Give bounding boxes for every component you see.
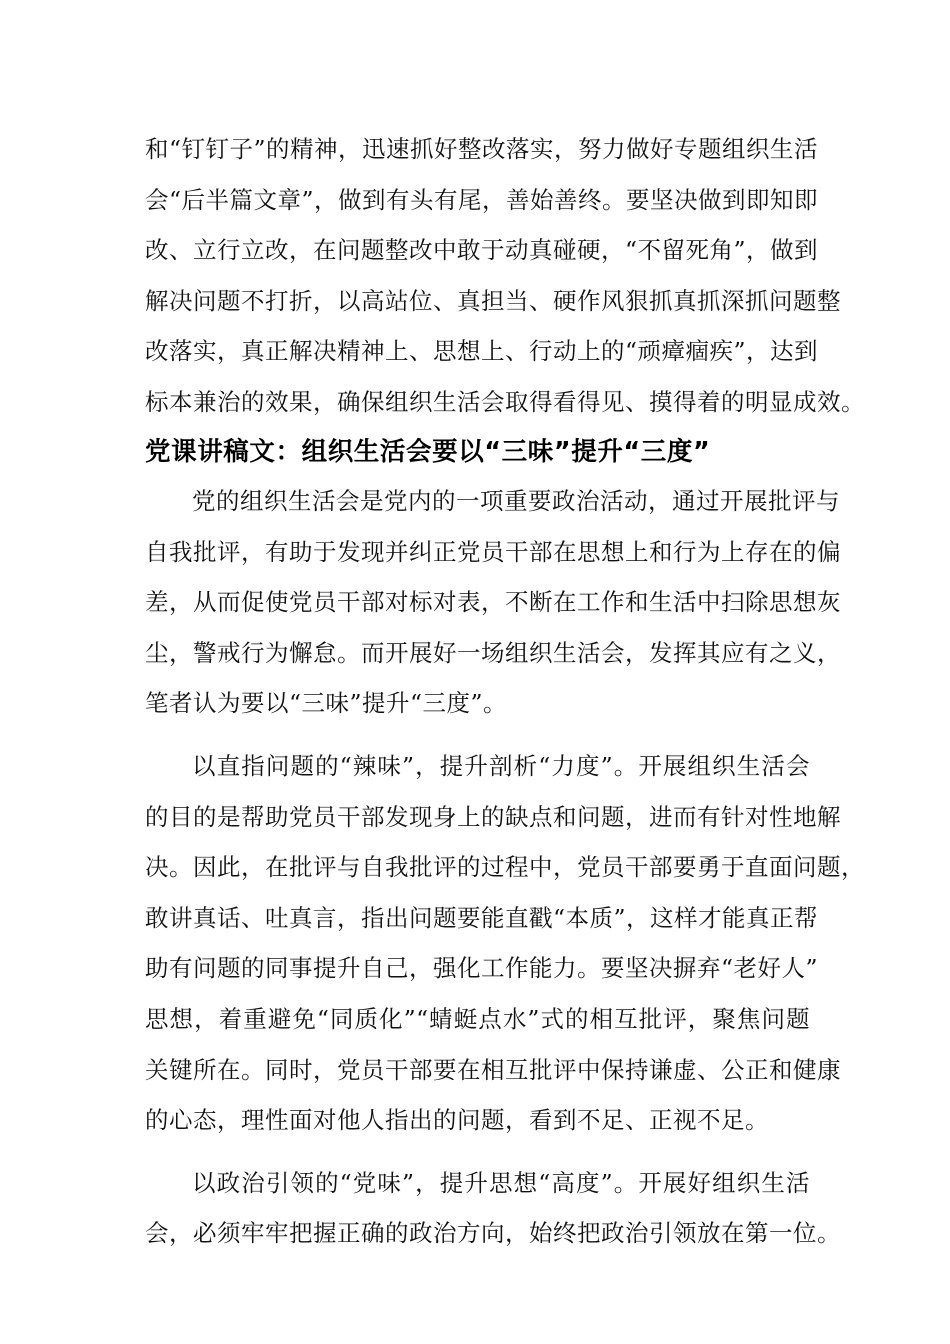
paragraph-line: 会，必须牢牢把握正确的政治方向，始终把政治引领放在第一位。 [145,1219,841,1248]
paragraph-line: 和“钉钉子”的精神，迅速抓好整改落实，努力做好专题组织生活 [145,135,819,163]
paragraph-line: 助有问题的同事提升自己，强化工作能力。要坚决摒弃“老好人” [145,954,819,983]
paragraph-line: 解决问题不打折，以高站位、真担当、硬作风狠抓真抓深抓问题整 [145,286,841,315]
paragraph-line: 差，从而促使党员干部对标对表，不断在工作和生活中扫除思想灰 [145,588,841,617]
paragraph-party-flavor [145,1158,841,1259]
paragraph-line: 以直指问题的“辣味”，提升剖析“力度”。开展组织生活会 [192,751,810,780]
paragraph-intro [145,476,841,729]
paragraph-line: 的目的是帮助党员干部发现身上的缺点和问题，进而有针对性地解 [145,802,841,831]
continuation-paragraph [145,124,865,428]
paragraph-line: 决。因此，在批评与自我批评的过程中，党员干部要勇于直面问题， [145,853,865,882]
paragraph-line: 以政治引领的“党味”，提升思想“高度”。开展好组织生活 [192,1168,810,1197]
paragraph-line: 党的组织生活会是党内的一项重要政治活动，通过开展批评与 [192,487,840,515]
paragraph-line: 关键所在。同时，党员干部要在相互批评中保持谦虚、公正和健康 [145,1055,841,1084]
body-paragraphs [145,476,865,1259]
paragraph-line: 尘，警戒行为懈怠。而开展好一场组织生活会，发挥其应有之义， [145,638,841,667]
paragraph-line: 的心态，理性面对他人指出的问题，看到不足、正视不足。 [145,1106,769,1135]
paragraph-line: 笔者认为要以“三味”提升“三度”。 [145,689,508,718]
paragraph-line: 思想，着重避免“同质化”“蜻蜓点水”式的相互批评，聚焦问题 [145,1004,810,1033]
paragraph-line: 改、立行立改，在问题整改中敢于动真碰硬，“不留死角”，做到 [145,236,819,265]
paragraph-spicy-flavor [145,741,865,1146]
paragraph-line: 标本兼治的效果，确保组织生活会取得看得见、摸得着的明显成效。 [145,387,865,416]
section-heading: 党课讲稿文：组织生活会要以“三味”提升“三度” [145,437,711,467]
paragraph-line: 改落实，真正解决精神上、思想上、行动上的“顽瘴痼疾”，达到 [145,337,819,366]
paragraph-line: 会“后半篇文章”，做到有头有尾，善始善终。要坚决做到即知即 [145,185,819,214]
paragraph-line: 自我批评，有助于发现并纠正党员干部在思想上和行为上存在的偏 [145,537,841,566]
paragraph-line: 敢讲真话、吐真言，指出问题要能直戳“本质”，这样才能真正帮 [145,903,819,932]
